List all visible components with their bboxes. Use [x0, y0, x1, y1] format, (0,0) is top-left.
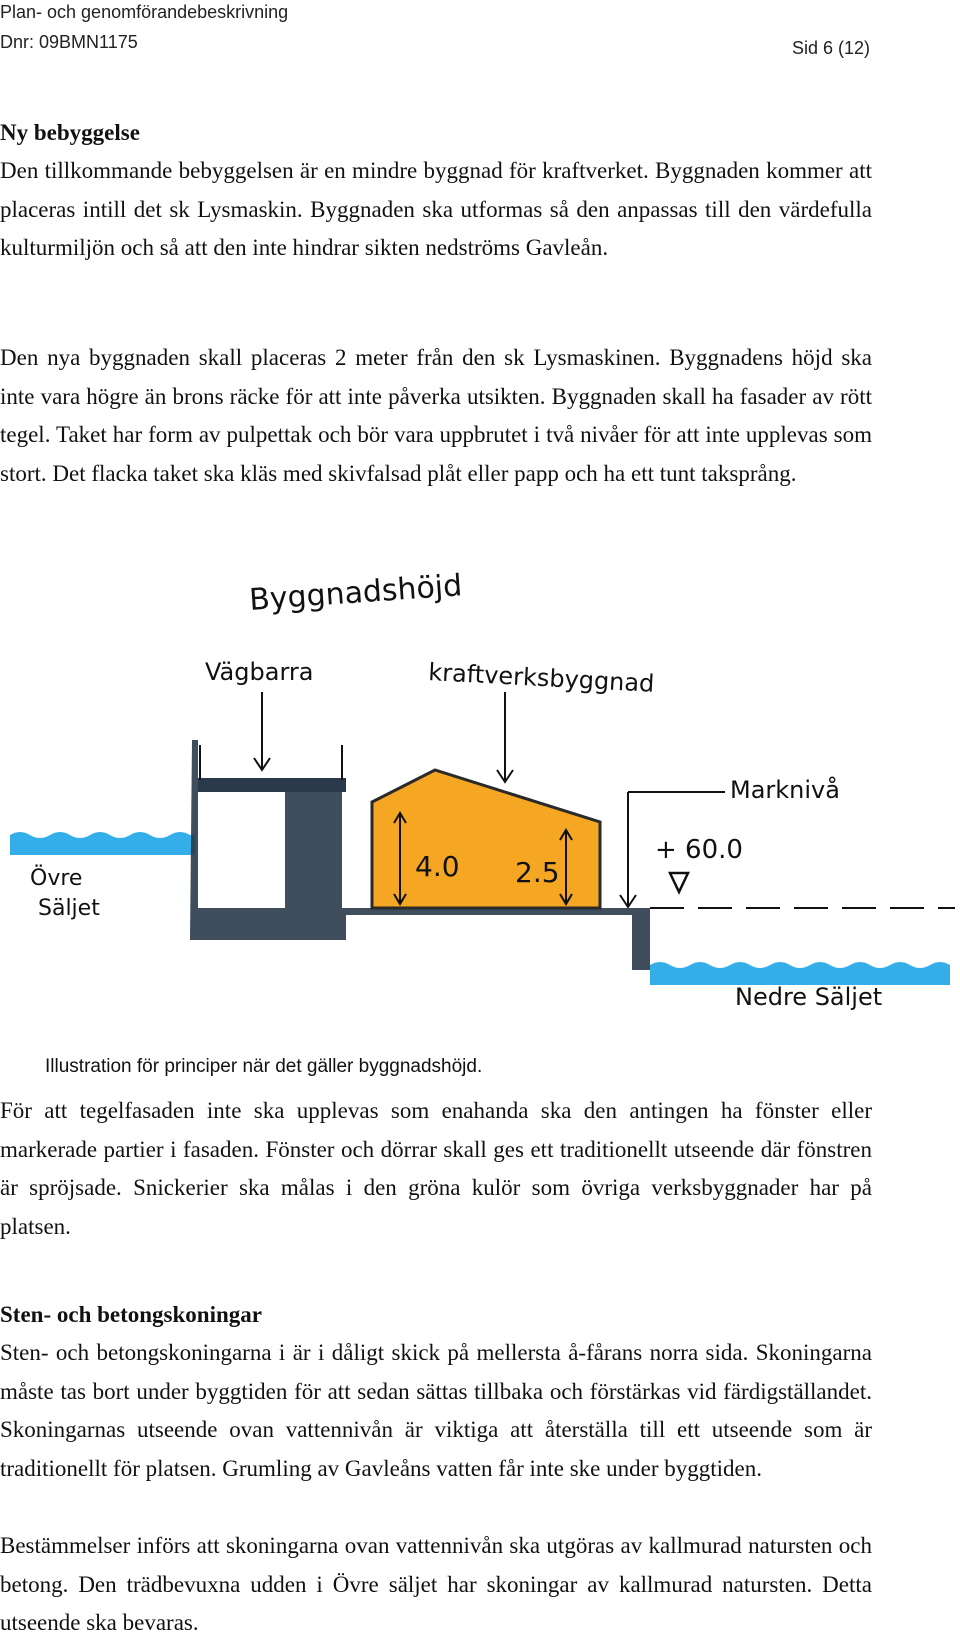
label-lower: Nedre Säljet: [735, 983, 883, 1011]
document-title: Plan- och genomförandebeskrivning: [0, 2, 289, 22]
height-value-left: 4.0: [415, 850, 460, 883]
upper-water: [10, 832, 195, 855]
illustration-title: Byggnadshöjd: [248, 568, 464, 618]
label-ground-level: Marknivå: [730, 776, 840, 804]
elevation-marker-icon: [670, 873, 688, 892]
bridge-deck: [198, 778, 346, 792]
label-power-building: kraftverksbyggnad: [427, 658, 656, 698]
illustration-caption: Illustration för principer när det gäller byggnadshöjd.: [45, 1056, 483, 1077]
label-road-barrier: Vägbarra: [205, 658, 314, 686]
section-heading-shoring: Sten- och betongskoningar: [0, 1302, 262, 1327]
paragraph-new-building-1: [0, 152, 872, 268]
height-value-right: 2.5: [515, 856, 560, 889]
paragraph-shoring-2: [0, 1527, 872, 1643]
page-number: Sid 6 (12): [791, 38, 870, 58]
paragraph-text: Den nya byggnaden skall placeras 2 meter från den sk Lysmaskinen. Byggnadens höjd ska inte vara högre än brons räcke för att inte påverka utsikten. Byggnaden skall ha fasader av rött tegel. Taket har form av pulpettak och bör vara uppbrutet i två nivåer för att inte upplevas som stort. Det flacka taket ska kläs med skivfalsad plåt eller papp och ha ett tunt taksprång.: [0, 345, 872, 486]
section-heading-new-building: Ny bebyggelse: [0, 120, 140, 145]
paragraph-text: Bestämmelser införs att skoningarna ovan vattennivån ska utgöras av kallmurad natursten och betong. Den trädbevuxna udden i Övre säljet har skoningar av kallmurad natursten. Detta utseende ska bevaras.: [0, 1533, 872, 1635]
label-upper-left: Övre: [30, 866, 83, 891]
building-height-illustration: [0, 540, 960, 1050]
lower-water: [650, 962, 950, 985]
document-number: Dnr: 09BMN1175: [0, 32, 138, 52]
paragraph-shoring-1: [0, 1334, 872, 1488]
label-upper-right: Säljet: [38, 896, 100, 921]
label-elevation: + 60.0: [655, 835, 743, 865]
paragraph-text: Den tillkommande bebyggelsen är en mindre byggnad för kraftverket. Byggnaden kommer att placeras intill det sk Lysmaskin. Byggnaden ska utformas så den anpassas till den värdefulla kulturmiljön och så att den inte hindrar sikten nedströms Gavleån.: [0, 158, 872, 260]
paragraph-new-building-2: [0, 339, 872, 493]
paragraph-text: Sten- och betongskoningarna i är i dåligt skick på mellersta å-fårans norra sida. Skoningarna måste tas bort under byggtiden för att sedan sättas tillbaka och förstärkas vid färdigställandet. Skoningarnas utseende ovan vattennivån är viktiga att återställa till ett utseende som är traditionellt för platsen. Grumling av Gavleåns vatten får inte ske under byggtiden.: [0, 1340, 872, 1481]
paragraph-facade: [0, 1092, 872, 1246]
arrow-power-building: [497, 692, 513, 782]
paragraph-text: För att tegelfasaden inte ska upplevas som enahanda ska den antingen ha fönster eller markerade partier i fasaden. Fönster och dörrar skall ges ett traditionellt utseende där fönstren är spröjsade. Snickerier ska målas i den gröna kulör som övriga verksbyggnader har på platsen.: [0, 1098, 872, 1239]
arrow-road-barrier: [254, 692, 270, 770]
